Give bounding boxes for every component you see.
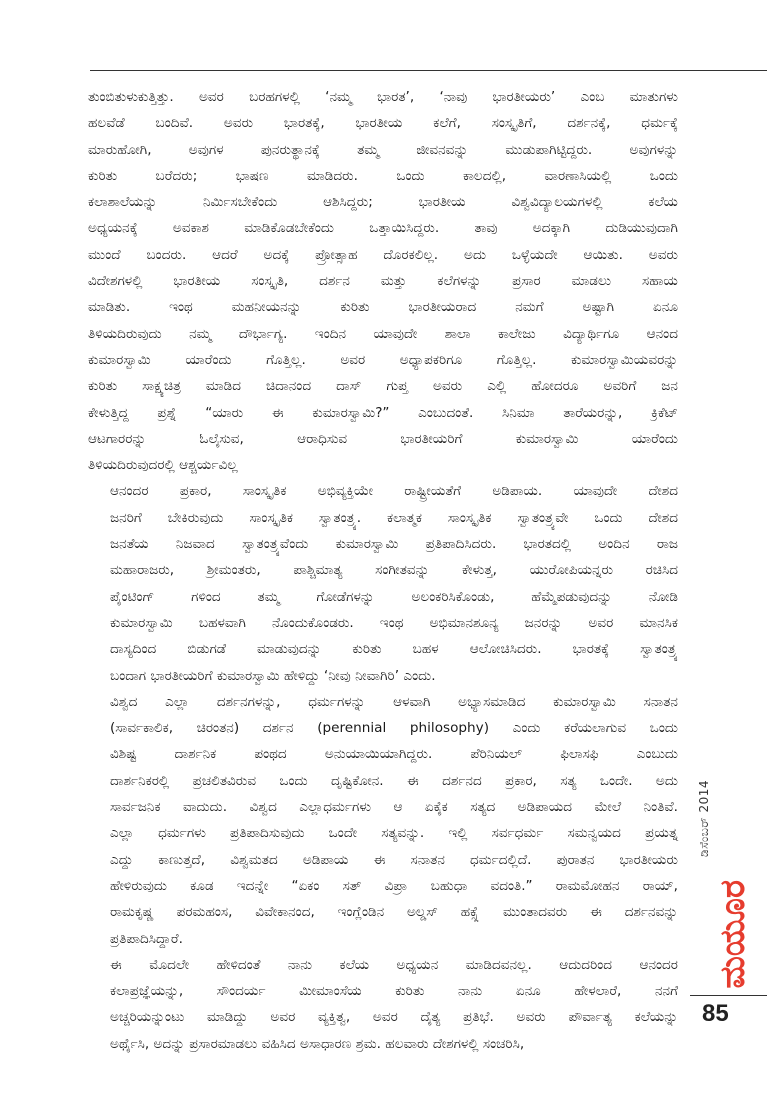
text-line: ಅರ್ಥೈಸಿ, ಅದನ್ನು ಪ್ರಸಾರಮಾಡಲು ವಹಿಸಿದ ಅಸಾಧಾರಣ ಶ್ರಮ. ಹಲವಾರು ದೇಶಗಳಲ್ಲಿ ಸಂಚರಿಸಿ, <box>110 1035 525 1052</box>
text-line: ಕೇಳುತ್ತಿದ್ದ ಪ್ರಶ್ನೆ “ಯಾರು ಈ ಕುಮಾರಸ್ವಾಮಿ?” ಎಂಬುದಂತೆ. ಸಿನಿಮಾ ತಾರೆಯರನ್ನು, ಕ್ರಿಕೆಟ್ <box>88 404 678 421</box>
page-number: 85 <box>702 1000 729 1027</box>
footer-rule <box>690 995 767 996</box>
text-line: ಮಾರುಹೋಗಿ, ಅವುಗಳ ಪುನರುತ್ಥಾನಕ್ಕೆ ತಮ್ಮ ಜೀವನವನ್ನು ಮುಡುಪಾಗಿಟ್ಟಿದ್ದರು. ಅವುಗಳನ್ನು <box>88 141 678 158</box>
text-line: ವಿದೇಶಗಳಲ್ಲಿ ಭಾರತೀಯ ಸಂಸ್ಕೃತಿ, ದರ್ಶನ ಮತ್ತು ಕಲೆಗಳನ್ನು ಪ್ರಸಾರ ಮಾಡಲು ಸಹಾಯ <box>88 273 678 290</box>
text-line: ಹಲವೆಡೆ ಬಂದಿವೆ. ಅವರು ಭಾರತಕ್ಕೆ, ಭಾರತೀಯ ಕಲೆಗೆ, ಸಂಸ್ಕೃತಿಗೆ, ದರ್ಶನಕ್ಕೆ, ಧರ್ಮಕ್ಕೆ <box>88 115 678 132</box>
text-line: ಕಲಾಶಾಲೆಯನ್ನು ನಿರ್ಮಿಸಬೇಕೆಂದು ಆಶಿಸಿದ್ದರು; ಭಾರತೀಯ ವಿಶ್ವವಿದ್ಯಾಲಯಗಳಲ್ಲಿ ಕಲೆಯ <box>88 194 678 211</box>
text-line: ಕಲಾಪ್ರಜ್ಞೆಯನ್ನು, ಸೌಂದರ್ಯ ಮೀಮಾಂಸೆಯ ಕುರಿತು ನಾನು ಏನೂ ಹೇಳಲಾರೆ, ನನಗೆ <box>110 983 678 1000</box>
text-line: ಜನರಿಗೆ ಬೇಕಿರುವುದು ಸಾಂಸ್ಕೃತಿಕ ಸ್ವಾತಂತ್ರ್ಯ. ಕಲಾತ್ಮಕ ಸಾಂಸ್ಕೃತಿಕ ಸ್ವಾತಂತ್ರ್ಯವೇ ಒಂದು ದೇಶದ <box>110 509 678 526</box>
text-line: ಪ್ರತಿಪಾದಿಸಿದ್ದಾರೆ. <box>110 930 183 947</box>
text-line: ಹೇಳಿರುವುದು ಕೂಡ ಇದನ್ನೇ “ಏಕಂ ಸತ್ ವಿಪ್ರಾ ಬಹುಧಾ ವದಂತಿ.” ರಾಮಮೋಹನ ರಾಯ್, <box>110 877 678 894</box>
text-line: ವಿಶ್ವದ ಎಲ್ಲಾ ದರ್ಶನಗಳನ್ನು, ಧರ್ಮಗಳನ್ನು ಆಳವಾಗಿ ಅಭ್ಯಾಸಮಾಡಿದ ಕುಮಾರಸ್ವಾಮಿ ಸನಾತನ <box>110 693 678 710</box>
text-line: ಬಂದಾಗ ಭಾರತೀಯರಿಗೆ ಕುಮಾರಸ್ವಾಮಿ ಹೇಳಿದ್ದು ‘ನೀವು ನೀವಾಗಿರಿ’ ಎಂದು. <box>110 667 436 684</box>
text-line: ಜನತೆಯ ನಿಜವಾದ ಸ್ವಾತಂತ್ರ್ಯವೆಂದು ಕುಮಾರಸ್ವಾಮಿ ಪ್ರತಿಪಾದಿಸಿದರು. ಭಾರತದಲ್ಲಿ ಅಂದಿನ ರಾಜ <box>110 536 678 553</box>
text-line: ತಿಳಿಯದಿರುವುದು ನಮ್ಮ ದೌರ್ಭಾಗ್ಯ. ಇಂದಿನ ಯಾವುದೇ ಶಾಲಾ ಕಾಲೇಜು ವಿದ್ಯಾರ್ಥಿಗೂ ಆನಂದ <box>88 325 678 342</box>
text-line: ಮುಂದೆ ಬಂದರು. ಆದರೆ ಅದಕ್ಕೆ ಪ್ರೋತ್ಸಾಹ ದೊರಕಲಿಲ್ಲ. ಅದು ಒಳ್ಳೆಯದೇ ಆಯಿತು. ಅವರು <box>88 246 678 263</box>
text-line: ಎಲ್ಲಾ ಧರ್ಮಗಳು ಪ್ರತಿಪಾದಿಸುವುದು ಒಂದೇ ಸತ್ಯವನ್ನು. ಇಲ್ಲಿ ಸರ್ವಧರ್ಮ ಸಮನ್ವಯದ ಪ್ರಯತ್ನ <box>110 825 678 842</box>
text-line: ಅಚ್ಚರಿಯನ್ನುಂಟು ಮಾಡಿದ್ದು ಅವರ ವ್ಯಕ್ತಿತ್ವ, ಅವರ ದೈತ್ಯ ಪ್ರತಿಭೆ. ಅವರು ಪೌರ್ವಾತ್ಯ ಕಲೆಯನ್ನು <box>110 1009 678 1026</box>
text-line: ದಾಸ್ಯದಿಂದ ಬಿಡುಗಡೆ ಮಾಡುವುದನ್ನು ಕುರಿತು ಬಹಳ ಆಲೋಚಿಸಿದರು. ಭಾರತಕ್ಕೆ ಸ್ವಾತಂತ್ರ್ಯ <box>110 641 678 658</box>
issue-date: ಡಿಸೆಂಬರ್ 2014 <box>697 780 711 857</box>
text-line: ತುಂಬಿತುಳುಕುತ್ತಿತ್ತು. ಅವರ ಬರಹಗಳಲ್ಲಿ ‘ನಮ್ಮ ಭಾರತ’, ‘ನಾವು ಭಾರತೀಯರು’ ಎಂಬ ಮಾತುಗಳು <box>88 89 678 105</box>
text-line: ಮಹಾರಾಜರು, ಶ್ರೀಮಂತರು, ಪಾಶ್ಚಿಮಾತ್ಯ ಸಂಗೀತವನ್ನು ಕೇಳುತ್ತ, ಯುರೋಪಿಯನ್ನರು ರಚಿಸಿದ <box>110 562 678 579</box>
text-line: ಎದ್ದು ಕಾಣುತ್ತದೆ, ವಿಶ್ವಮತದ ಅಡಿಪಾಯ ಈ ಸನಾತನ ಧರ್ಮದಲ್ಲಿದೆ. ಪುರಾತನ ಭಾರತೀಯರು <box>110 851 678 868</box>
text-line: ರಾಮಕೃಷ್ಣ ಪರಮಹಂಸ, ವಿವೇಕಾನಂದ, ಇಂಗ್ಲೆಂಡಿನ ಅಲ್ಡಸ್ ಹಕ್ಸ್ಲೆ ಮುಂತಾದವರು ಈ ದರ್ಶನವನ್ನು <box>110 904 678 921</box>
paragraph <box>88 952 678 1057</box>
paragraph <box>88 478 678 688</box>
text-line: ತಿಳಿಯದಿರುವುದರಲ್ಲಿ ಆಶ್ಚರ್ಯವಿಲ್ಲ <box>88 457 238 474</box>
text-line: ಮಾಡಿತು. ಇಂಥ ಮಹನೀಯನನ್ನು ಕುರಿತು ಭಾರತೀಯರಾದ ನಮಗೆ ಅಷ್ಟಾಗಿ ಏನೂ <box>88 299 678 316</box>
text-line: ದಾರ್ಶನಿಕರಲ್ಲಿ ಪ್ರಚಲಿತವಿರುವ ಒಂದು ದೃಷ್ಟಿಕೋನ. ಈ ದರ್ಶನದ ಪ್ರಕಾರ, ಸತ್ಯ ಒಂದೇ. ಅದು <box>110 772 678 789</box>
text-line: ಕುರಿತು ಬರೆದರು; ಭಾಷಣ ಮಾಡಿದರು. ಒಂದು ಕಾಲದಲ್ಲಿ, ವಾರಣಾಸಿಯಲ್ಲಿ ಒಂದು <box>88 167 678 184</box>
paragraph <box>88 689 678 952</box>
header-rule <box>90 70 767 71</box>
paragraph <box>88 84 678 478</box>
text-line: ಆಟಗಾರರನ್ನು ಓಲೈಸುವ, ಆರಾಧಿಸುವ ಭಾರತೀಯರಿಗೆ ಕುಮಾರಸ್ವಾಮಿ ಯಾರೆಂದು <box>88 430 678 447</box>
text-line: ಸಾರ್ವಜನಿಕ ವಾದುದು. ವಿಶ್ವದ ಎಲ್ಲಾಧರ್ಮಗಳು ಆ ಏಕೈಕ ಸತ್ಯದ ಅಡಿಪಾಯದ ಮೇಲೆ ನಿಂತಿವೆ. <box>110 799 678 816</box>
magazine-logo: ಮಯೂರ <box>713 880 753 989</box>
text-line: ಆನಂದರ ಪ್ರಕಾರ, ಸಾಂಸ್ಕೃತಿಕ ಅಭಿವ್ಯಕ್ತಿಯೇ ರಾಷ್ಟ್ರೀಯತೆಗೆ ಅಡಿಪಾಯ. ಯಾವುದೇ ದೇಶದ <box>110 483 678 500</box>
article-body <box>88 84 678 1057</box>
text-line: ಈ ಮೊದಲೇ ಹೇಳಿದಂತೆ ನಾನು ಕಲೆಯ ಅಧ್ಯಯನ ಮಾಡಿದವನಲ್ಲ. ಆದುದರಿಂದ ಆನಂದರ <box>110 956 678 973</box>
text-line: ಕುಮಾರಸ್ವಾಮಿ ಯಾರೆಂದು ಗೊತ್ತಿಲ್ಲ. ಅವರ ಅಧ್ಯಾಪಕರಿಗೂ ಗೊತ್ತಿಲ್ಲ. ಕುಮಾರಸ್ವಾಮಿಯವರನ್ನು <box>88 351 678 368</box>
text-line: ಪೈಂಟಿಂಗ್ ಗಳಿಂದ ತಮ್ಮ ಗೋಡೆಗಳನ್ನು ಅಲಂಕರಿಸಿಕೊಂಡು, ಹೆಮ್ಮೆಪಡುವುದನ್ನು ನೋಡಿ <box>110 588 678 605</box>
text-line: (ಸಾರ್ವಕಾಲಿಕ, ಚಿರಂತನ) ದರ್ಶನ (perennial philosophy) ಎಂದು ಕರೆಯಲಾಗುವ ಒಂದು <box>110 720 678 737</box>
text-line: ಕುರಿತು ಸಾಕ್ಷ್ಯಚಿತ್ರ ಮಾಡಿದ ಚಿದಾನಂದ ದಾಸ್ ಗುಪ್ತ ಅವರು ಎಲ್ಲಿ ಹೋದರೂ ಅವರಿಗೆ ಜನ <box>88 378 678 395</box>
text-line: ಅಧ್ಯಯನಕ್ಕೆ ಅವಕಾಶ ಮಾಡಿಕೊಡಬೇಕೆಂದು ಒತ್ತಾಯಿಸಿದ್ದರು. ತಾವು ಅದಕ್ಕಾಗಿ ದುಡಿಯುವುದಾಗಿ <box>88 220 678 237</box>
text-line: ಕುಮಾರಸ್ವಾಮಿ ಬಹಳವಾಗಿ ನೊಂದುಕೊಂಡರು. ಇಂಥ ಅಭಿಮಾನಶೂನ್ಯ ಜನರನ್ನು ಅವರ ಮಾನಸಿಕ <box>110 614 678 631</box>
text-line: ವಿಶಿಷ್ಟ ದಾರ್ಶನಿಕ ಪಂಥದ ಅನುಯಾಯಿಯಾಗಿದ್ದರು. ಪೆರಿನಿಯಲ್ ಫಿಲಾಸಫಿ ಎಂಬುದು <box>110 746 678 763</box>
